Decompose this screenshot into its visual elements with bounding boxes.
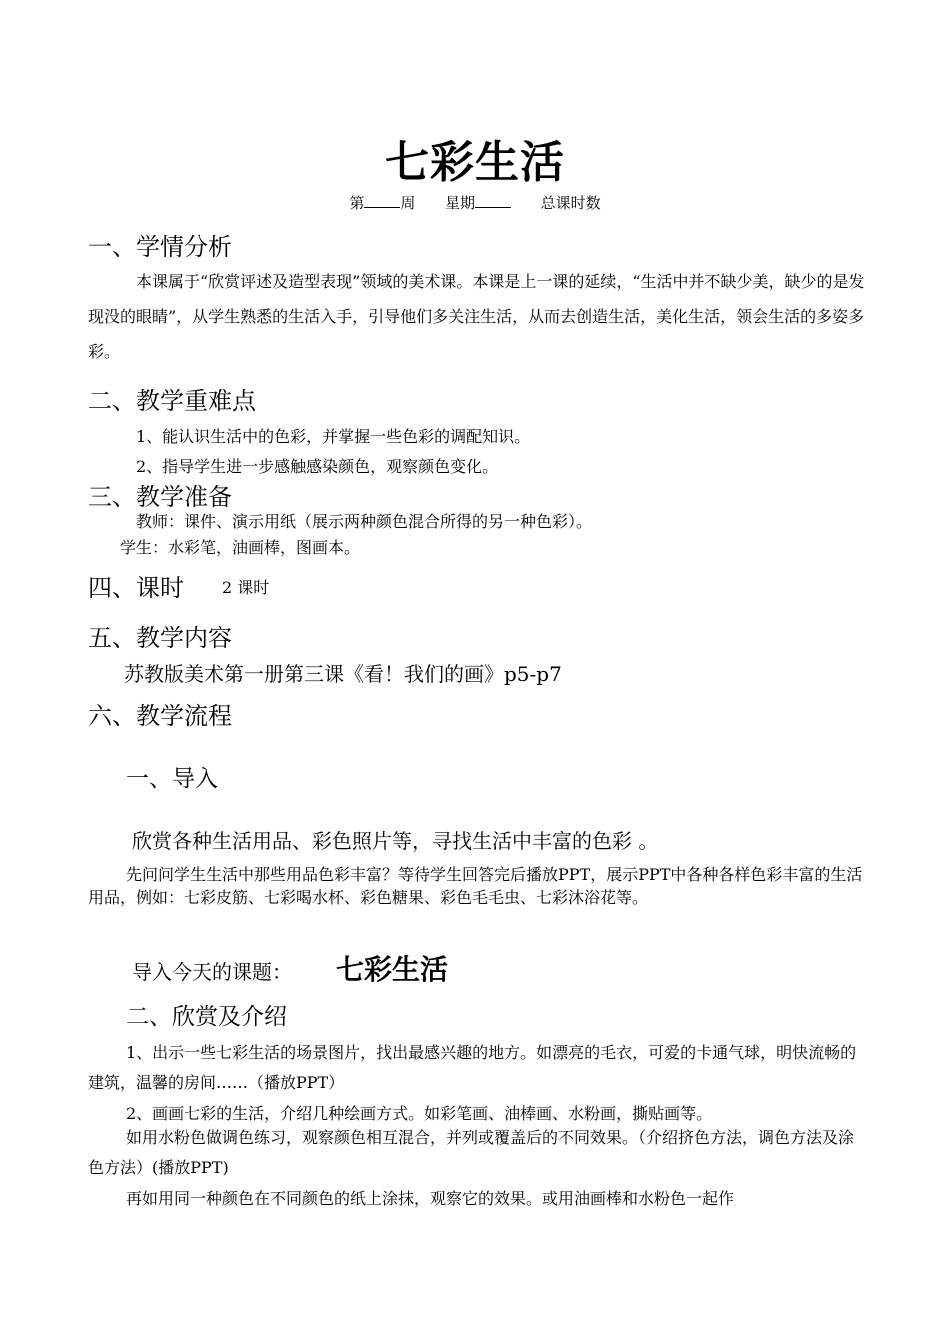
step-heading-intro: 一、导入 [126,766,218,792]
section-heading-process: 六、教学流程 [88,702,232,730]
analysis-paragraph: 本课属于“欣赏评述及造型表现”领域的美术课。本课是上一课的延续，“生活中并不缺少美，缺少的是发现没的眼睛”，从学生熟悉的生活入手，引导他们多关注生活，从而去创造生活，美化生活，领会生活的多姿多彩。 [88,272,865,361]
intro-lead: 欣赏各种生活用品、彩色照片等，寻找生活中丰富的色彩 。 [132,829,659,853]
intro-paragraph: 先问问学生生活中那些用品色彩丰富？等待学生回答完后播放PPT，展示PPT中各种各样色彩丰富的生活用品，例如：七彩皮筋、七彩喝水杯、彩色糖果、彩色毛毛虫、七彩沐浴花等。 [88,865,863,907]
topic-line [132,948,448,988]
week-prefix: 第 [349,194,365,212]
appreciation-paragraph: 2、画画七彩的生活，介绍几种绘画方式。如彩笔画、油棒画、水粉画，撕贴画等。 [126,1104,713,1123]
key-point-item: 2、指导学生进一步感触感染颜色，观察颜色变化。 [136,457,499,476]
schedule-line [0,192,950,213]
content-text: 苏教版美术第一册第三课《看！我们的画》p5-p7 [124,662,562,686]
teacher-preparation: 教师：课件、演示用纸（展示两种颜色混合所得的另一种色彩）。 [136,512,593,531]
appreciation-paragraph: 如用水粉色做调色练习，观察颜色相互混合，并列或覆盖后的不同效果。（介绍挤色方法，调色方法及涂色方法）(播放PPT) [88,1128,855,1177]
step-heading-appreciation: 二、欣赏及介绍 [126,1004,287,1030]
topic-title: 七彩生活 [336,953,449,986]
appreciation-paragraph: 1、出示一些七彩生活的场景图片，找出最感兴趣的地方。如漂亮的毛衣，可爱的卡通气球，明快流畅的建筑，温馨的房间……（播放PPT） [88,1043,857,1092]
week-blank [364,193,400,208]
student-preparation: 学生：水彩笔，油画棒，图画本。 [120,538,361,557]
key-point-item: 1、能认识生活中的色彩，并掌握一些色彩的调配知识。 [136,427,531,446]
topic-label: 导入今天的课题： [132,960,292,984]
section-heading-hours: 四、课时 [88,574,184,602]
day-blank [475,193,511,208]
section-heading-analysis: 一、学情分析 [88,233,232,261]
section-heading-content: 五、教学内容 [88,624,232,652]
section-heading-key-points: 二、教学重难点 [88,387,256,415]
day-prefix: 星期 [445,194,476,212]
week-suffix: 周 [400,194,416,212]
document-title: 七彩生活 [385,137,565,188]
section-heading-preparation: 三、教学准备 [88,483,232,511]
hours-value: 2 课时 [222,578,270,597]
total-hours-label: 总课时数 [540,194,601,212]
appreciation-paragraph: 再如用同一种颜色在不同颜色的纸上涂抹，观察它的效果。或用油画棒和水粉色一起作 [126,1189,735,1208]
